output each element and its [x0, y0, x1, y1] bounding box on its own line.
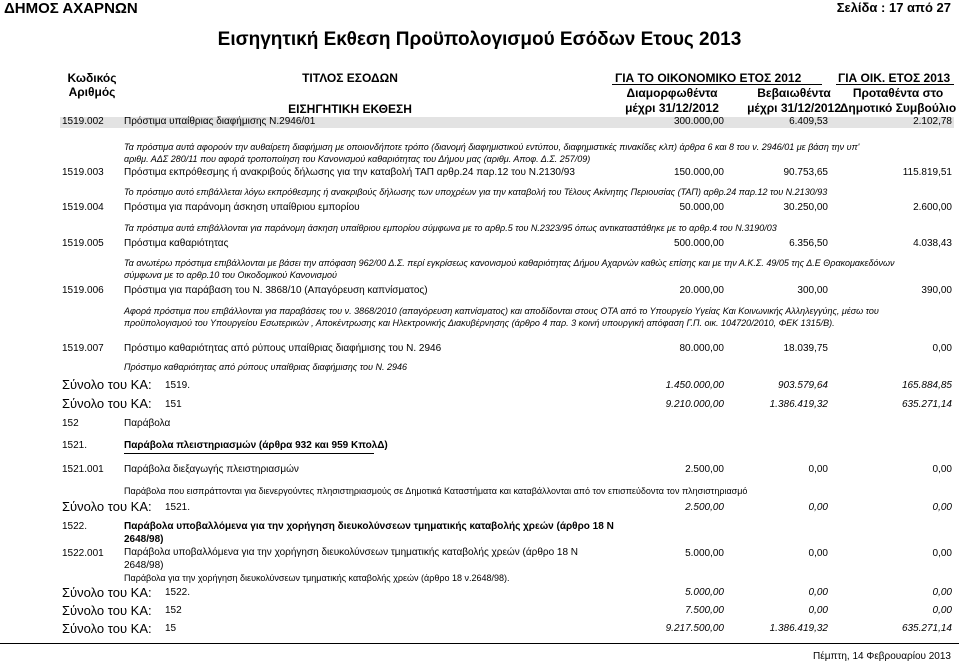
report-title: Εισηγητική Εκθεση Προϋπολογισμού Εσόδων Ετους 2013: [217, 29, 742, 50]
row-formed: 150.000,00: [673, 167, 724, 178]
org-name: ΔΗΜΟΣ ΑΧΑΡΝΩΝ: [4, 0, 138, 17]
header-rule-fy: [612, 84, 822, 85]
row-note: Το πρόστιμο αυτό επιβάλλεται λόγω εκπρόθεσμης ή ανακριβούς δήλωσης των υποχρέων για την καταβολή του Τέλους Ακίνητης Περιουσίας (ΤΑΠ) αρθρ.24 παρ.12 του Ν.2130/93: [124, 187, 828, 197]
row-title: Πρόστιμα υπαίθριας διαφήμισης Ν.2946/01: [124, 116, 316, 127]
header-rule-next: [836, 84, 954, 85]
row-formed: 50.000,00: [679, 202, 724, 213]
total-certified: 0,00: [808, 587, 828, 598]
total-label: Σύνολο του ΚΑ:: [62, 499, 152, 514]
row-title: Πρόστιμα για παράνομη άσκηση υπαίθριου εμπορίου: [124, 202, 360, 213]
row-title: Πρόστιμα καθαριότητας: [124, 238, 229, 249]
footer-date: Πέμπτη, 14 Φεβρουαρίου 2013: [813, 651, 951, 662]
total-certified: 1.386.419,32: [769, 623, 828, 634]
total-label: Σύνολο του ΚΑ:: [62, 377, 152, 392]
total-proposed: 165.884,85: [901, 380, 952, 391]
row-note: Τα πρόστιμα αυτά επιβάλλονται για παράνομη άσκηση υπαίθριου εμπορίου σύμφωνα με το αρθρ.5 του Ν.2323/95 όπως αντικαταστάθηκε με το αρθρ.4 του Ν.3190/03: [124, 223, 777, 233]
row-note: Τα ανωτέρω πρόστιμα επιβάλλονται με βάσει την απόφαση 962/00 Δ.Σ. περί εγκρίσεως κανονισμού καθαριότητας Δήμου Αχαρνών καθώς επίσης και με την Α.Κ.Σ. 49/05 της Δ.Ε Θρακομακεδόνων σύμφωνα με το αρθρ.10 του Οικοδομικού Κανονισμού: [124, 258, 895, 280]
row-code: 1521.001: [62, 464, 104, 475]
row-formed: 500.000,00: [673, 238, 724, 249]
row-proposed: 115.819,51: [902, 167, 952, 178]
row-certified: 6.409,53: [789, 116, 828, 127]
col-certified-2: μέχρι 31/12/2012: [747, 101, 841, 115]
section-code: 152: [62, 418, 79, 429]
col-code-2: Αριθμός: [68, 85, 116, 99]
row-proposed: 4.038,43: [913, 238, 952, 249]
total-label: Σύνολο του ΚΑ:: [62, 585, 152, 600]
total-code: 152: [165, 605, 182, 616]
total-label: Σύνολο του ΚΑ:: [62, 621, 152, 636]
row-certified: 0,00: [808, 464, 828, 475]
row-proposed: 2.600,00: [913, 202, 952, 213]
total-certified: 903.579,64: [777, 380, 828, 391]
total-label: Σύνολο του ΚΑ:: [62, 396, 152, 411]
row-code: 1519.004: [62, 202, 104, 213]
total-formed: 2.500,00: [685, 502, 724, 513]
total-certified: 0,00: [808, 605, 828, 616]
footer-rule: [0, 643, 959, 644]
total-code: 151: [165, 399, 182, 410]
row-certified: 6.356,50: [789, 238, 828, 249]
section-title: Παράβολα πλειστηριασμών (άρθρα 932 και 959 ΚπολΔ): [124, 440, 388, 451]
row-code: 1519.005: [62, 238, 104, 249]
total-certified: 1.386.419,32: [769, 399, 828, 410]
row-proposed: 0,00: [932, 548, 952, 559]
col-title-2: ΕΙΣΗΓΗΤΙΚΗ ΕΚΘΕΣΗ: [288, 102, 412, 116]
col-title-1: ΤΙΤΛΟΣ ΕΣΟΔΩΝ: [302, 71, 398, 85]
total-label: Σύνολο του ΚΑ:: [62, 603, 152, 618]
row-certified: 18.039,75: [783, 343, 828, 354]
section-title: Παράβολα: [124, 418, 171, 429]
col-formed-1: Διαμορφωθέντα: [626, 86, 718, 100]
row-note: Πρόστιμο καθαριότητας από ρύπους υπαίθριας διαφήμισης του Ν. 2946: [124, 362, 408, 372]
section-code: 1522.: [62, 521, 88, 532]
row-certified: 90.753,65: [783, 167, 828, 178]
total-formed: 7.500,00: [685, 605, 724, 616]
total-code: 1521.: [165, 502, 191, 513]
total-certified: 0,00: [808, 502, 828, 513]
row-title: Παράβολα υποβαλλόμενα για την χορήγηση διευκολύνσεων τμηματικής καταβολής χρεών (άρθρο 18 Ν 2648/98): [124, 547, 579, 571]
col-next-header: ΓΙΑ ΟΙΚ. ΕΤΟΣ 2013: [838, 71, 951, 85]
row-code: 1519.007: [62, 343, 104, 354]
total-formed: 9.217.500,00: [665, 623, 724, 634]
row-formed: 2.500,00: [685, 464, 724, 475]
total-formed: 9.210.000,00: [665, 399, 724, 410]
total-code: 15: [165, 623, 177, 634]
row-formed: 80.000,00: [679, 343, 724, 354]
row-note: Τα πρόστιμα αυτά αφορούν την αυθαίρετη διαφήμιση με οποιονδήποτε τρόπο (διανομή διαφημιστικού εντύπου, διαφημιστικές πινακίδες κλπ) άρθρα 6 και 8 του ν. 2946/01 με βάση την υπ' αριθμ. ΑΔΣ 280/11 που αφορά τροποποίηση του Κανονισμού καθαριότητας του Δήμου μας (αριθμ. Αποφ. Δ.Σ. 257/09): [124, 142, 860, 164]
row-code: 1519.002: [62, 116, 104, 127]
row-certified: 300,00: [797, 285, 828, 296]
total-proposed: 0,00: [932, 587, 952, 598]
row-title: Πρόστιμα για παράβαση του Ν. 3868/10 (Απαγόρευση καπνίσματος): [124, 285, 428, 296]
col-formed-2: μέχρι 31/12/2012: [625, 101, 719, 115]
row-certified: 30.250,00: [783, 202, 828, 213]
row-code: 1519.006: [62, 285, 104, 296]
row-title: Παράβολα διεξαγωγής πλειστηριασμών: [124, 464, 299, 475]
row-proposed: 0,00: [932, 343, 952, 354]
row-title: Πρόστιμα εκπρόθεσμης ή ανακριβούς δήλωσης για την καταβολή ΤΑΠ αρθρ.24 παρ.12 του Ν.2130/93: [124, 167, 575, 178]
total-formed: 5.000,00: [685, 587, 724, 598]
total-code: 1519.: [165, 380, 191, 391]
row-formed: 300.000,00: [673, 116, 724, 127]
row-formed: 5.000,00: [685, 548, 724, 559]
row-proposed: 390,00: [921, 285, 952, 296]
col-proposed-1: Προταθέντα στο: [852, 86, 944, 100]
row-formed: 20.000,00: [679, 285, 724, 296]
total-proposed: 635.271,14: [901, 623, 952, 634]
row-note: Αφορά πρόστιμα που επιβάλλονται για παραβάσεις του ν. 3868/2010 (απαγόρευση καπνίσματος) και αποδίδονται στους ΟΤΑ από το Υπουργείο Υγείας Και Κοινωνικής Αλληλεγγύης, μέσω του προϋπολογισμού του Υπουργείου Εσωτερικών , Αποκέντρωσης και Ηλεκτρονικής Διακυβέρνησης (άρθρο 4 παρ. 3 κοινή υπουργική απόφαση Γ.Π. οικ. 104720/2010, ΦΕΚ 1315/Β).: [124, 306, 879, 328]
page-number: Σελίδα : 17 από 27: [836, 0, 951, 15]
row-title: Πρόστιμο καθαριότητας από ρύπους υπαίθριας διαφήμισης του Ν. 2946: [124, 343, 442, 354]
col-certified-1: Βεβαιωθέντα: [757, 86, 831, 100]
row-proposed: 0,00: [932, 464, 952, 475]
section-code: 1521.: [62, 440, 88, 451]
row-proposed: 2.102,78: [913, 116, 952, 127]
row-code: 1519.003: [62, 167, 104, 178]
row-note: Παράβολα για την χορήγηση διευκολύνσεων τμηματικής καταβολής χρεών (άρθρο 18 ν.2648/98).: [124, 573, 510, 583]
total-proposed: 0,00: [932, 605, 952, 616]
row-certified: 0,00: [808, 548, 828, 559]
section-title: Παράβολα υποβαλλόμενα για την χορήγηση διευκολύνσεων τμηματικής καταβολής χρεών (άρθρο 18 Ν 2648/98): [124, 521, 614, 545]
col-fy-header: ΓΙΑ ΤΟ ΟΙΚΟΝΟΜΙΚΟ ΕΤΟΣ 2012: [615, 71, 802, 85]
total-code: 1522.: [165, 587, 191, 598]
total-proposed: 635.271,14: [901, 399, 952, 410]
row-note: Παράβολα που εισπράττονται για διενεργούντες πλησιστηριασμούς σε Δημοτικά Καταστήματα και καταβάλλονται από τον επισπεύδοντα τον πλησιστηριασμό: [124, 486, 748, 496]
total-proposed: 0,00: [932, 502, 952, 513]
row-code: 1522.001: [62, 548, 104, 559]
col-proposed-2: Δημοτικό Συμβούλιο: [839, 101, 957, 115]
total-formed: 1.450.000,00: [665, 380, 724, 391]
section-underline: [124, 453, 374, 454]
col-code-1: Κωδικός: [67, 71, 117, 85]
